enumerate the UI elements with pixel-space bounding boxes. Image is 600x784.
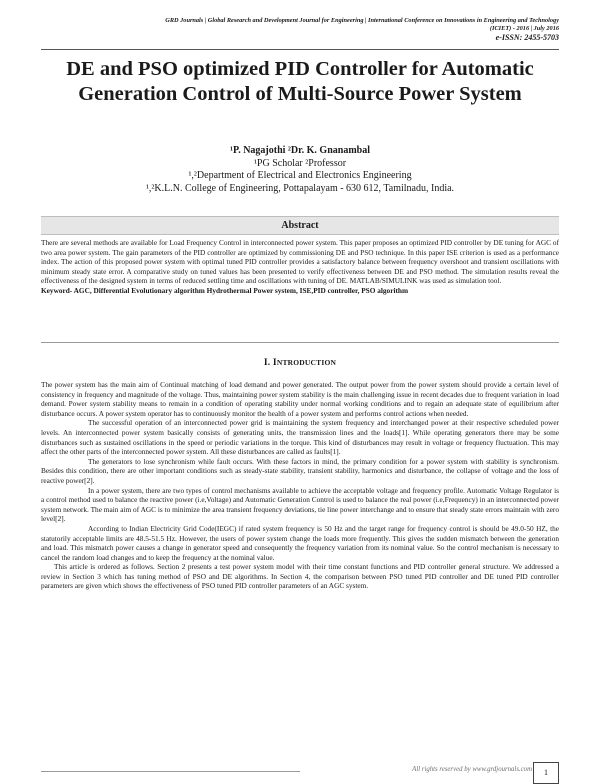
footer-copyright: All rights reserved by www.grdjournals.com (300, 766, 532, 773)
section-title-initial: I (272, 358, 277, 368)
introduction-body (41, 380, 559, 591)
paragraph: According to Indian Electricity Grid Code(IEGC) if rated system frequency is 50 Hz and the target range for frequency control is should be 49.0-50 HZ, the statutorily acceptable limits are 48.5-51.5 Hz. However, the users of power system change the loads more frequently. This gives the sudden mismatch between the generation and load. This mismatch power causes a change in generator speed and consequently the frequency variation from its nominal value. So the control mechanism is necessary to cancel the random load changes and to keep the frequency at the nominal value. (41, 523, 559, 562)
abstract-body (41, 238, 559, 296)
paper-title: DE and PSO optimized PID Controller for Automatic Generation Control of Multi-Source Power System (66, 58, 534, 105)
section-heading-introduction (41, 358, 559, 368)
header-divider (41, 49, 559, 50)
paragraph: The generators to lose synchronism while fault occurs. With these factors in mind, the primary condition for a power system with stability is synchronism. Besides this condition, there are other important conditions such as steady-state stability, transient stability, harmonics and disturbance, the collapse of voltage and the loss of reactive power[2]. (41, 456, 559, 485)
journal-header (39, 17, 559, 43)
page-number: 1 (533, 762, 559, 784)
paragraph: The successful operation of an interconnected power grid is maintaining the system frequency and interchanged power at their respective scheduled power levels. An interconnected power system basically consists of generating units, the transmission lines and the loads[1]. While operating generators there may be some disturbances such as sustained oscillations in the speed or periodic variations in the torque. This kind of disturbances may result in voltage or frequency fluctuation. This may affect the other parts of the interconnected power system. All these disturbances are called as faults[1]. (41, 418, 559, 457)
journal-header-line2: (ICIET) - 2016 | July 2016 (489, 25, 559, 32)
abstract-text: There are several methods are available for Load Frequency Control in interconnected power system. This paper proposes an optimized PID controller by DE tuning for AGC of two area power system. The gain parameters of the PID controller are optimized by commissioning DE and PSO technique. In this paper ISE criterion is used as a performance index. The action of this proposed power system with optimal tuned PID controller provides a satisfactory balance between frequency overshoot and transient oscillations with minimum steady state error. A comparative study on tuned values has been presented to verify effectiveness between DE and PSO method. The simulation results reveal the effectiveness of the designed system in terms of reduced settling time and oscillations with tuning of DE. MATLAB/SIMULINK was used as simulation tool. (41, 238, 559, 286)
abstract-divider (41, 342, 559, 343)
author-college: ¹,²K.L.N. College of Engineering, Pottapalayam - 630 612, Tamilnadu, India. (145, 182, 455, 194)
author-department: ¹,²Department of Electrical and Electronics Engineering (188, 170, 412, 181)
journal-header-line1: GRD Journals | Global Research and Development Journal for Engineering | International Conference on Innovations in Engineering and Technology (165, 17, 559, 24)
author-names: ¹P. Nagajothi ²Dr. K. Gnanambal (230, 145, 370, 156)
abstract-heading: Abstract (41, 216, 559, 235)
author-roles: ¹PG Scholar ²Professor (253, 157, 347, 169)
keywords: Keyword- AGC, Differential Evolutionary algorithm Hydrothermal Power system, ISE,PID controller, PSO algorithm (41, 285, 409, 295)
journal-issn: e-ISSN: 2455-5703 (495, 33, 559, 42)
section-number: I. (263, 358, 271, 368)
paragraph: This article is ordered as follows. Section 2 presents a test power system model with their time constant functions and PID controller general structure. We addressed a review in Section 3 which has tuning method of PSO and DE algorithms. In Section 4, the comparison between PSO tuned PID controller and DE tuned PID controller parameters are given which shows the effectiveness of PSO tuned PID controller parameters of an AGC system. (41, 562, 559, 591)
section-title-rest: NTRODUCTION (276, 358, 337, 367)
paragraph: In a power system, there are two types of control mechanisms available to achieve the acceptable voltage and frequency profile. Automatic Voltage Regulator is a control method used to balance the reactive power (i.e,Voltage) and Automatic Generation Control is used to balance the real power (i.e,Frequency) in an interconnected power system network. The main aim of AGC is to minimize the area transient frequency deviations, tie line power interchange and to ensure that steady state errors maintain with zero level[2]. (41, 485, 559, 524)
paragraph: The power system has the main aim of Continual matching of load demand and power generated. The output power from the power system should provide a certain level of consistency in frequency and magnitude of the voltage. Thus, maintaining power system stability is the main challenging issue in recent decades due to frequent variation in load demand. Power system stability means to remain in a condition of operating stability under normal working conditions and to regain an adequate state of equilibrium after disturbance occurs. A power system operator has to continuously monitor the health of a power system and performs control actions when needed. (41, 380, 559, 418)
author-block (40, 145, 560, 195)
